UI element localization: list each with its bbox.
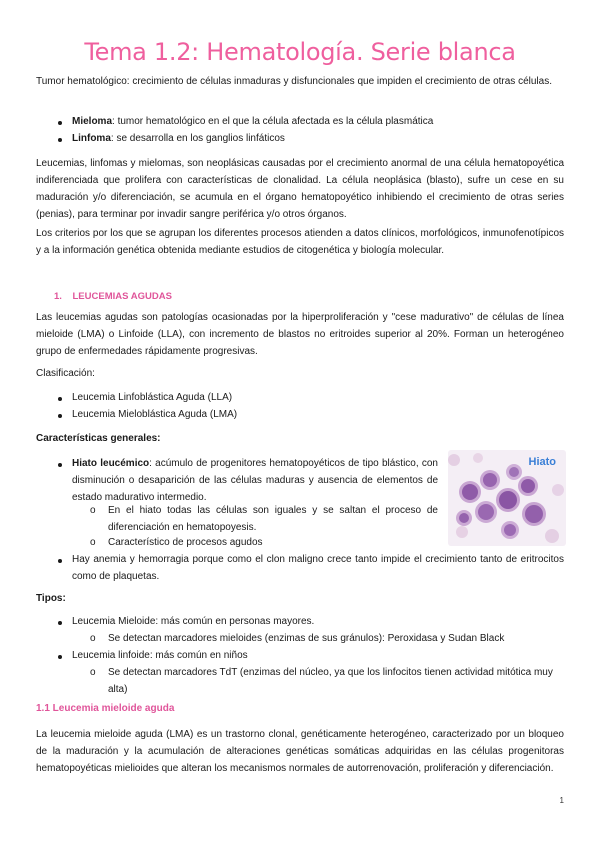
clasificacion-label: Clasificación: xyxy=(36,368,95,379)
tipo-sub-item: Se detectan marcadores mieloides (enzimas de sus gránulos): Peroxidasa y Sudan Black xyxy=(108,633,505,644)
bullet-linfoma xyxy=(72,130,285,147)
bullet-mieloma xyxy=(72,113,433,130)
clasificacion-item: Leucemia Mieloblástica Aguda (LMA) xyxy=(72,409,238,420)
clasificacion-item: Leucemia Linfoblástica Aguda (LLA) xyxy=(72,392,233,403)
bullet-dot xyxy=(58,397,62,401)
term-hiato: Hiato leucémico xyxy=(72,458,150,469)
hiato-text: : acúmulo de progenitores hematopoyéticos de tipo blástico, con disminución o desaparición de las células maduras y ausencia de elementos de estado madurativo intermedio. xyxy=(72,458,438,503)
section-number: 1. xyxy=(54,291,62,302)
bullet-dot xyxy=(58,559,62,563)
hiato-sub-item: Característico de procesos agudos xyxy=(108,537,263,548)
paragraph-criterios: Los criterios por los que se agrupan los diferentes procesos atienden a datos clínicos, morfológicos, inmunofenotípicos y a la información genética obtenida mediante estudios de citogenética y biología molecular. xyxy=(36,228,564,256)
bullet-text: : tumor hematológico en el que la célula afectada es la célula plasmática xyxy=(112,116,434,127)
bullet-dot xyxy=(58,121,62,125)
intro-paragraph: Tumor hematológico: crecimiento de células inmaduras y disfuncionales que impiden el crecimiento de otras células. xyxy=(36,76,552,87)
paragraph-leucemias-agudas: Las leucemias agudas son patologías ocasionadas por la hiperproliferación y "cese madurativo" de células de línea mieloide (LMA) o Linfoide (LLA), con incremento de blastos no eritroides superior al 20%. Forman un heterogéneo grupo de enfermedades rápidamente progresivas. xyxy=(36,312,564,357)
sub-bullet-marker: o xyxy=(90,633,96,644)
hiato-sub-item: En el hiato todas las células son iguales y se saltan el proceso de diferenciación en hematopoyesis. xyxy=(108,505,438,533)
sub-bullet-marker: o xyxy=(90,667,96,678)
figure-label: Hiato xyxy=(528,456,556,468)
subsection-heading: 1.1 Leucemia mieloide aguda xyxy=(36,703,175,714)
page-number: 1 xyxy=(559,796,564,805)
bullet-dot xyxy=(58,655,62,659)
caracteristicas-label: Características generales: xyxy=(36,433,161,444)
term-linfoma: Linfoma xyxy=(72,133,111,144)
bullet-dot xyxy=(58,138,62,142)
hiato-paragraph xyxy=(72,455,438,506)
hiato-micrograph xyxy=(448,450,566,546)
bullet-dot xyxy=(58,463,62,467)
anemia-paragraph: Hay anemia y hemorragia porque como el clon maligno crece tanto impide el crecimiento tanto de eritrocitos como de plaquetas. xyxy=(72,554,564,582)
bullet-text: : se desarrolla en los ganglios linfáticos xyxy=(110,133,285,144)
term-mieloma: Mieloma xyxy=(72,116,113,127)
tipo-item: Leucemia Mieloide: más común en personas mayores. xyxy=(72,616,315,627)
paragraph-neoplasias: Leucemias, linfomas y mielomas, son neoplásicas causadas por el crecimiento anormal de una célula hematopoyética indiferenciada que prolifera con características de clonalidad. La célula neoplásica (blasto), sufre un cese en su maduración y/o diferenciación, se acumula en el órgano hematopoyético inhibiendo el crecimiento de otras series (penias), para terminar por invadir sangre periférica y/o otros órganos. xyxy=(36,158,564,220)
page-title: Tema 1.2: Hematología. Serie blanca xyxy=(84,38,516,66)
paragraph-lma: La leucemia mieloide aguda (LMA) es un trastorno clonal, genéticamente heterogéneo, caracterizado por un bloqueo de la maduración y la acumulación de alteraciones genéticas somáticas adquiridas en las células progenitoras hematopoyéticas mielioides que alteran los mecanismos normales de autorrenovación, proliferación y diferenciación. xyxy=(36,729,564,774)
section-title: LEUCEMIAS AGUDAS xyxy=(72,291,172,302)
tipo-sub-item: Se detectan marcadores TdT (enzimas del núcleo, ya que los linfocitos tienen actividad mitótica muy alta) xyxy=(108,667,553,695)
bullet-dot xyxy=(58,414,62,418)
tipo-item: Leucemia linfoide: más común en niños xyxy=(72,650,248,661)
sub-bullet-marker: o xyxy=(90,505,96,516)
bullet-dot xyxy=(58,621,62,625)
section-heading xyxy=(54,291,172,302)
sub-bullet-marker: o xyxy=(90,537,96,548)
tipos-label: Tipos: xyxy=(36,593,66,604)
